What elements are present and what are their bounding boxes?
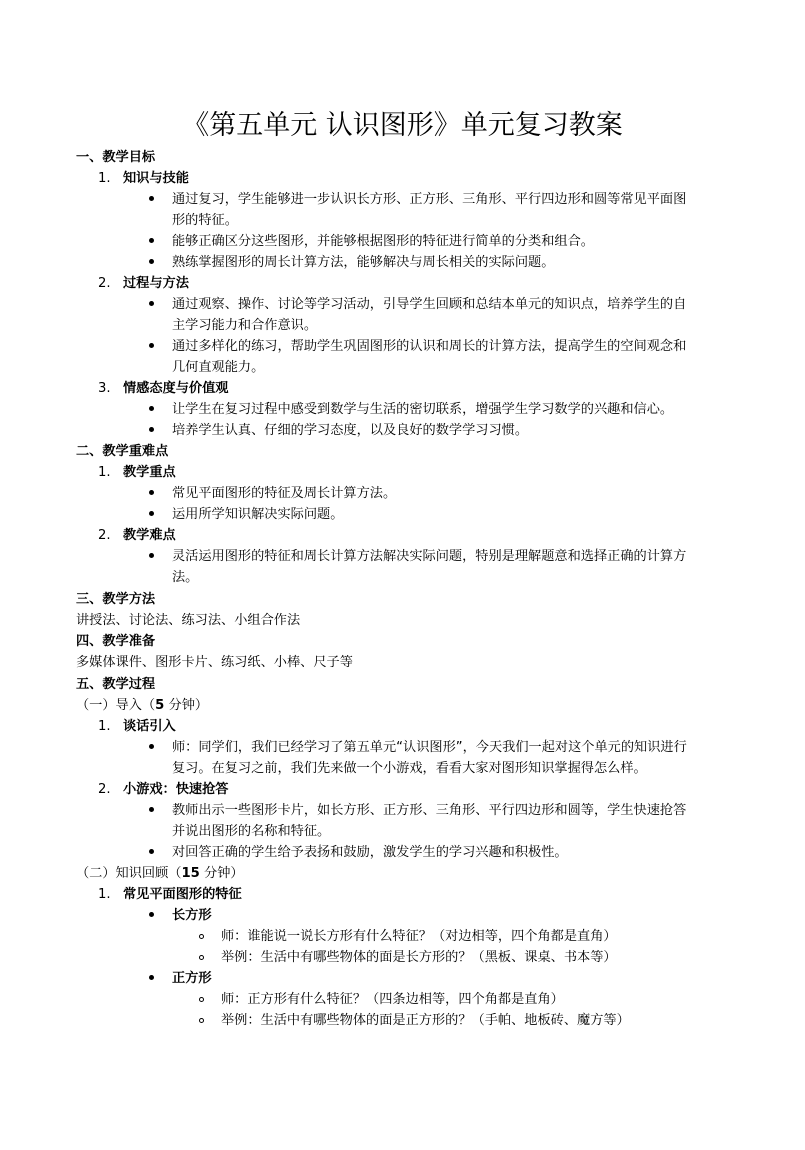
shape-heading: 正方形 [172,971,212,986]
list-number: 2. [98,528,111,543]
section-heading: 二、教学重难点 [76,444,169,459]
section-heading: 四、教学准备 [76,634,156,649]
bullet-icon [149,301,154,306]
section-heading: 五、教学过程 [76,677,156,692]
list-item-text: 教师出示一些图形卡片，如长方形、正方形、三角形、平行四边形和圆等，学生快速抢答 [172,803,687,818]
list-number: 1. [98,171,111,186]
subsection-heading: 小游戏：快速抢答 [123,782,229,797]
bullet-icon [149,975,154,980]
list-item-text: 运用所学知识解决实际问题。 [172,507,344,522]
phase-heading: （二）知识回顾（15 分钟） [76,866,244,881]
list-item-text: 通过多样化的练习，帮助学生巩固图形的认识和周长的计算方法，提高学生的空间观念和 [172,339,687,354]
bullet-icon [149,238,154,243]
section-heading: 一、教学目标 [76,150,156,165]
subsection-heading: 教学重点 [123,465,176,480]
list-item-text: 并说出图形的名称和特征。 [172,824,331,839]
list-number: 1. [98,887,111,902]
bullet-icon [149,490,154,495]
list-item-text: 师：正方形有什么特征？（四条边相等，四个角都是直角） [221,992,564,1007]
list-number: 3. [98,381,111,396]
list-item-text: 举例：生活中有哪些物体的面是长方形的？（黑板、课桌、书本等） [221,950,617,965]
bullet-icon [149,912,154,917]
list-item-text: 通过观察、操作、讨论等学习活动，引导学生回顾和总结本单元的知识点，培养学生的自 [172,297,687,312]
list-item-text: 熟练掌握图形的周长计算方法，能够解决与周长相关的实际问题。 [172,255,555,270]
list-item-text: 让学生在复习过程中感受到数学与生活的密切联系，增强学生学习数学的兴趣和信心。 [172,402,674,417]
shape-heading: 长方形 [172,908,212,923]
bullet-icon [149,807,154,812]
phase-heading: （一）导入（5 分钟） [76,698,209,713]
subsection-heading: 情感态度与价值观 [123,381,229,396]
subsection-heading: 常见平面图形的特征 [123,887,242,902]
paragraph-text: 多媒体课件、图形卡片、练习纸、小棒、尺子等 [76,655,353,670]
list-number: 1. [98,719,111,734]
list-item-text: 对回答正确的学生给予表扬和鼓励，激发学生的学习兴趣和积极性。 [172,845,568,860]
list-item-text: 灵活运用图形的特征和周长计算方法解决实际问题，特别是理解题意和选择正确的计算方 [172,549,687,564]
bullet-icon [149,343,154,348]
list-item-text: 师：同学们，我们已经学习了第五单元“认识图形”，今天我们一起对这个单元的知识进行 [172,740,687,755]
paragraph-text: 讲授法、讨论法、练习法、小组合作法 [76,613,301,628]
bullet-icon [149,406,154,411]
bullet-icon [149,849,154,854]
circle-bullet-icon [199,955,204,960]
list-item-text: 主学习能力和合作意识。 [172,318,318,333]
bullet-icon [149,196,154,201]
list-item-text: 几何直观能力。 [172,360,265,375]
list-item-text: 师：谁能说一说长方形有什么特征？（对边相等，四个角都是直角） [221,929,617,944]
circle-bullet-icon [199,997,204,1002]
subsection-heading: 谈话引入 [123,719,176,734]
bullet-icon [149,259,154,264]
list-number: 1. [98,465,111,480]
bullet-icon [149,553,154,558]
circle-bullet-icon [199,1018,204,1023]
subsection-heading: 知识与技能 [123,171,189,186]
list-item-text: 形的特征。 [172,213,238,228]
list-number: 2. [98,782,111,797]
bullet-icon [149,744,154,749]
section-heading: 三、教学方法 [76,592,156,607]
list-item-text: 举例：生活中有哪些物体的面是正方形的？（手帕、地板砖、魔方等） [221,1013,630,1028]
list-item-text: 通过复习，学生能够进一步认识长方形、正方形、三角形、平行四边形和圆等常见平面图 [172,192,687,207]
document-title: 《第五单元 认识图形》单元复习教案 [182,110,623,141]
subsection-heading: 教学难点 [123,528,176,543]
list-item-text: 法。 [172,570,199,585]
list-item-text: 能够正确区分这些图形，并能够根据图形的特征进行简单的分类和组合。 [172,234,594,249]
list-item-text: 常见平面图形的特征及周长计算方法。 [172,486,397,501]
list-item-text: 培养学生认真、仔细的学习态度，以及良好的数学学习习惯。 [172,423,529,438]
bullet-icon [149,427,154,432]
bullet-icon [149,511,154,516]
list-number: 2. [98,276,111,291]
subsection-heading: 过程与方法 [123,276,189,291]
circle-bullet-icon [199,934,204,939]
list-item-text: 复习。在复习之前，我们先来做一个小游戏，看看大家对图形知识掌握得怎么样。 [172,761,647,776]
